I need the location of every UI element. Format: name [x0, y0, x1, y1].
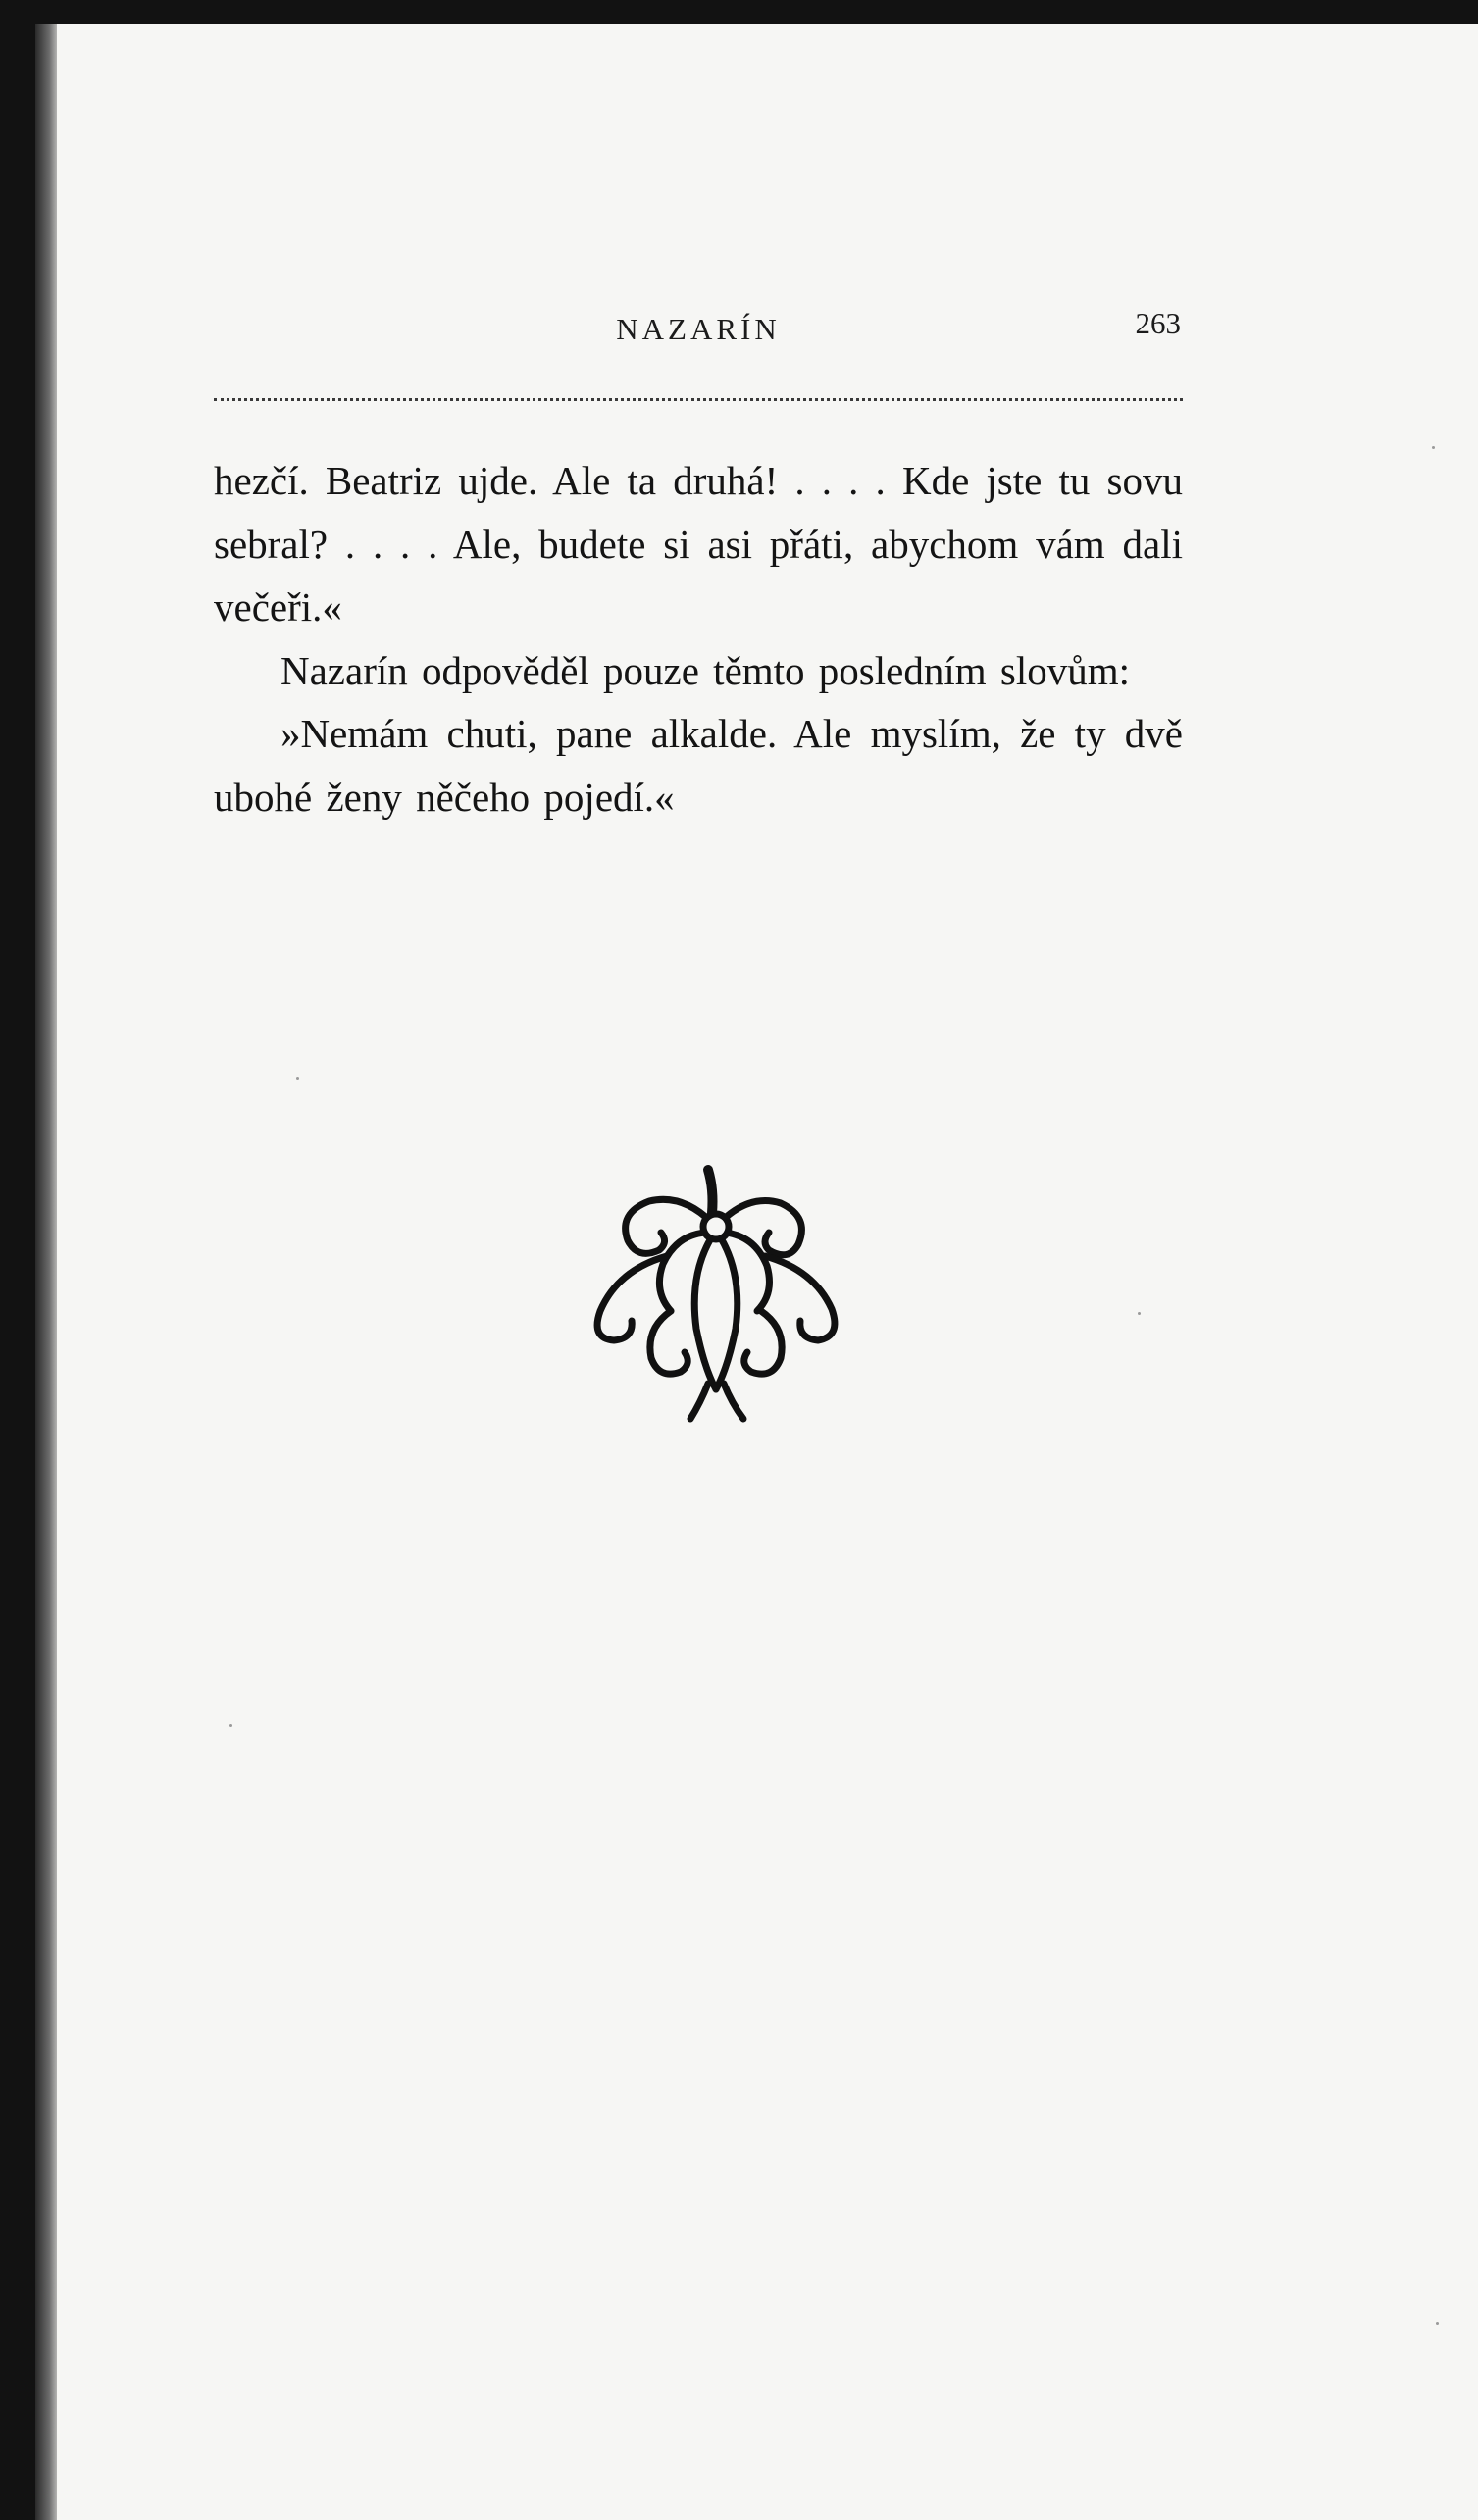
paper-speck	[1436, 2322, 1439, 2325]
floral-tailpiece-icon	[588, 1162, 843, 1427]
paper-speck	[1432, 446, 1435, 449]
page-number: 263	[1135, 306, 1181, 340]
paragraph-dialogue: »Nemám chuti, pane alkalde. Ale myslím, že ty dvě ubohé ženy něčeho pojedí.«	[214, 711, 1183, 820]
paper-speck	[296, 1077, 299, 1080]
running-title: NAZARÍN	[616, 312, 781, 346]
paragraph-narration: Nazarín odpověděl pouze těmto posledním slovům:	[280, 647, 1131, 693]
header-rule	[214, 398, 1183, 401]
paragraph-continuation: hezčí. Beatriz ujde. Ale ta druhá! . . . . Kde jste tu sovu sebral? . . . . Ale, budete si asi přáti, abychom vám dali večeři.«	[214, 458, 1183, 630]
paper-speck	[229, 1724, 232, 1727]
running-head	[216, 306, 1181, 355]
paper-speck	[1138, 1312, 1141, 1315]
body-text	[214, 449, 1183, 829]
